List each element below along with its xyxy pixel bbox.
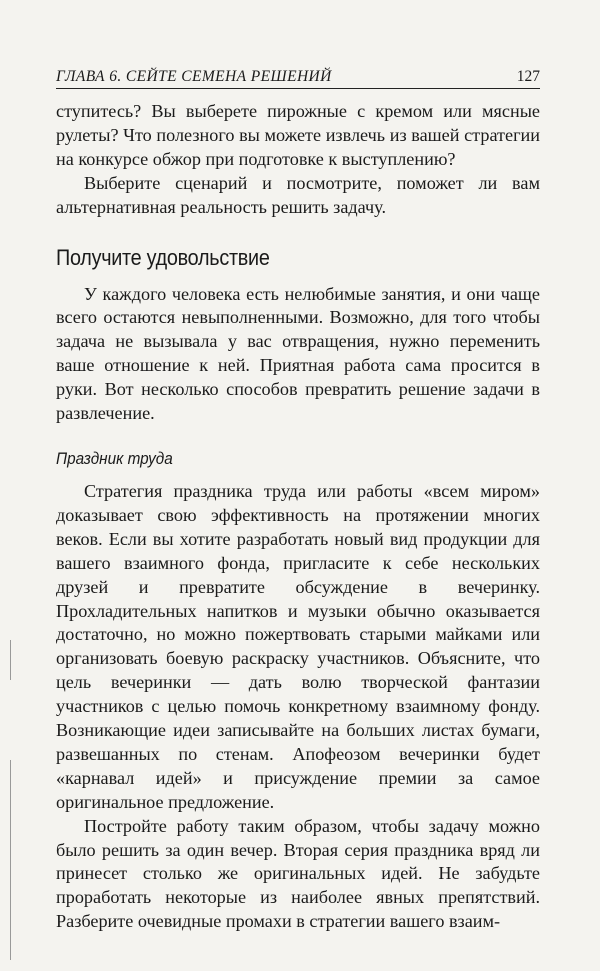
chapter-title: ГЛАВА 6. СЕЙТЕ СЕМЕНА РЕШЕНИЙ (56, 68, 332, 85)
subsection-heading: Праздник труда (56, 448, 173, 468)
running-header (56, 66, 540, 89)
paragraph: Выберите сценарий и посмотрите, поможет ли вам альтернативная реальность решить задачу. (56, 172, 540, 217)
page-number: 127 (516, 68, 540, 85)
paragraph-continuation: ступитесь? Вы выберете пирожные с кремом или мясные рулеты? Что полезного вы можете извлечь из вашей стратегии на конкурсе обжор при подготовке к выступлению? (56, 101, 540, 169)
paragraph: Постройте работу таким образом, чтобы задачу можно было решить за один вечер. Вторая серия праздника вряд ли принесет столько же оригинальных идей. Не забудьте проработать некоторые из наиболее явных препятствий. Разберите очевидные промахи в стратегии вашего взаим- (56, 815, 540, 932)
section-heading: Получите удовольствие (56, 244, 270, 270)
paragraph: Стратегия праздника труда или работы «всем миром» доказывает свою эффективность на протяжении многих веков. Если вы хотите разработать новый вид продукции для вашего взаимного фонда, пригласите к себе нескольких друзей и превратите обсуждение в вечеринку. Прохладительных напитков и музыки обычно оказывается достаточно, но можно пожертвовать старыми майками или организовать боевую раскраску участников. Объясните, что цель вечеринки — дать волю творческой фантазии участников с целью помочь конкретному взаимному фонду. Возникающие идеи записывайте на больших листах бумаги, развешанных по стенам. Апофеозом вечеринки будет «карнавал идей» и присуждение премии за самое оригинальное предложение. (56, 480, 540, 812)
scan-margin-mark (10, 640, 11, 680)
scan-margin-mark (10, 760, 11, 960)
body-text (56, 100, 540, 934)
paragraph: У каждого человека есть нелюбимые занятия, и они чаще всего остаются невыполненными. Возможно, для того чтобы задача не вызывала у вас отвращения, нужно переменить ваше отношение к ней. Приятная работа сама просится в руки. Вот несколько способов превратить решение задачи в развлечение. (56, 283, 540, 424)
